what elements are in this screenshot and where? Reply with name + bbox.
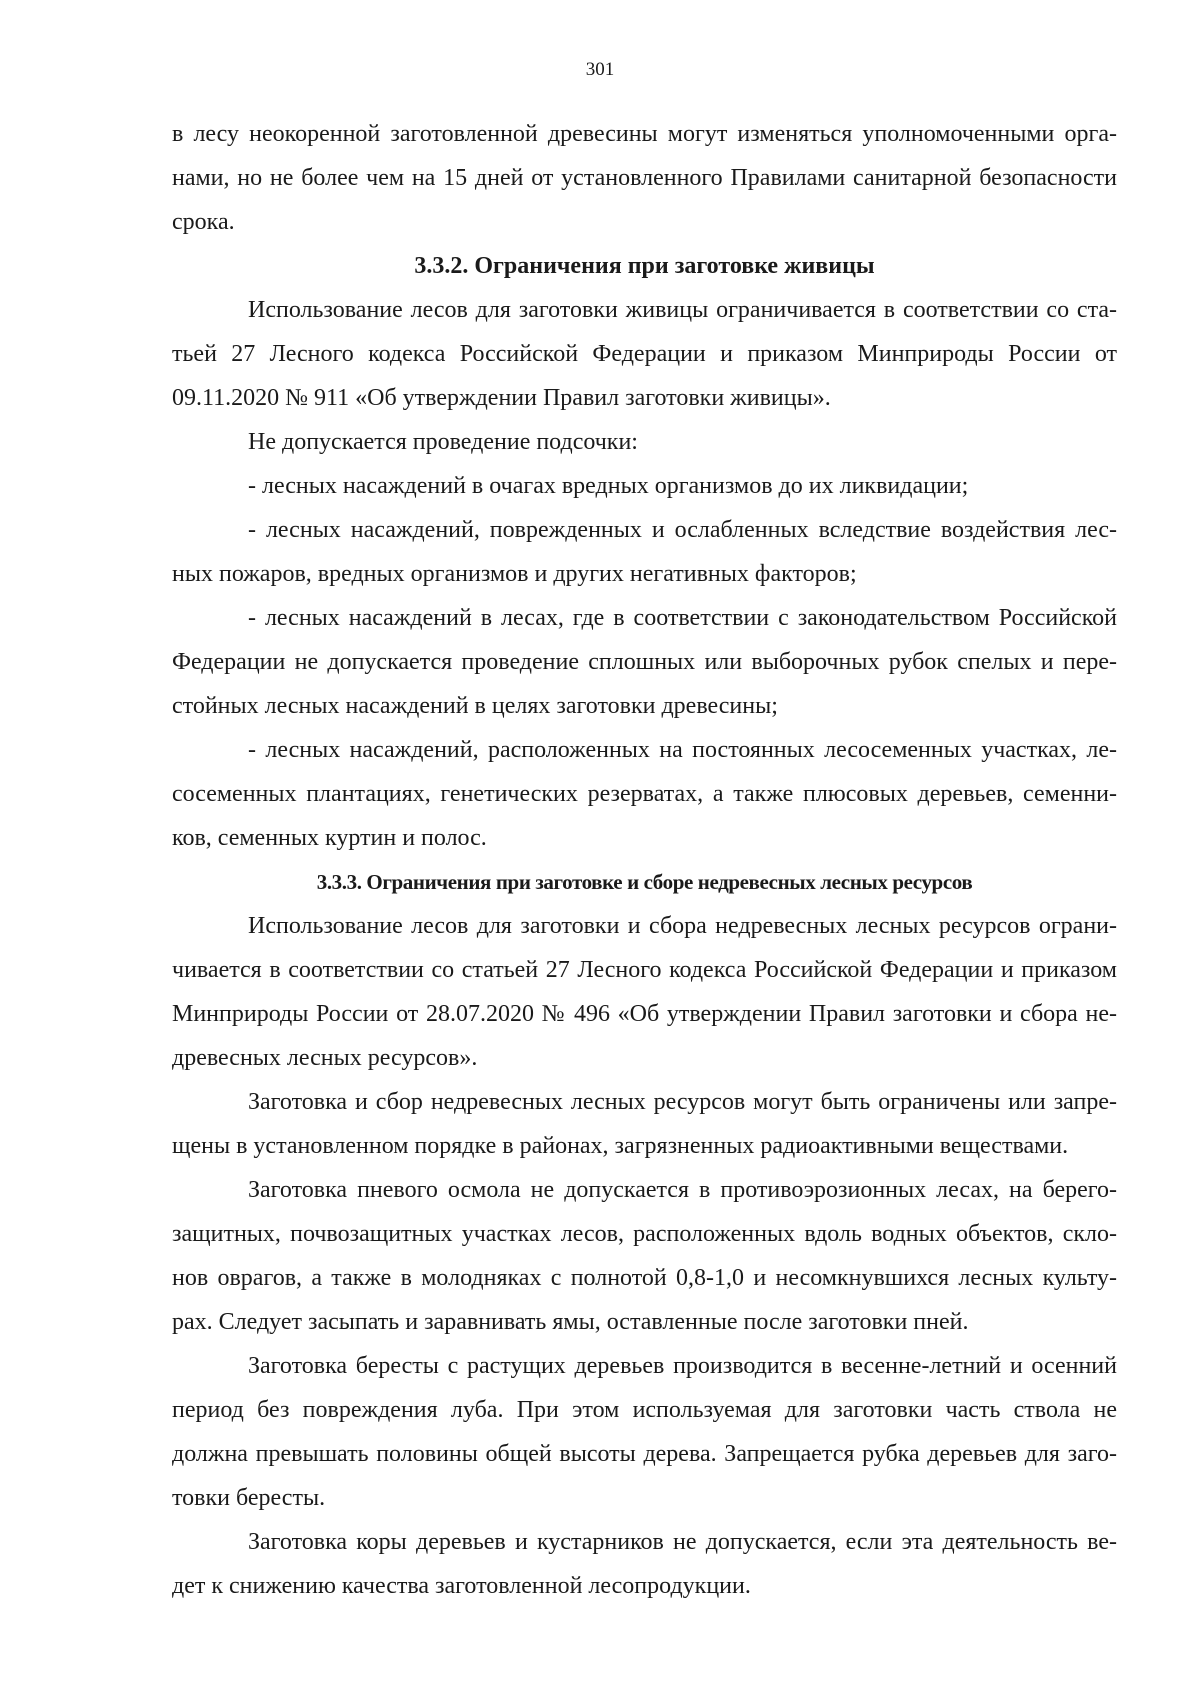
paragraph — [172, 1520, 1117, 1608]
paragraph — [172, 288, 1117, 420]
text-line: ков, семенных куртин и полос. — [172, 825, 487, 851]
text-line: тьей 27 Лесного кодекса Российской Федерации и приказом Минприроды России от — [172, 341, 1117, 367]
paragraph — [172, 1080, 1117, 1168]
text-line: нами, но не более чем на 15 дней от установленного Правилами санитарной безопасности — [172, 165, 1117, 191]
text-line: защитных, почвозащитных участках лесов, расположенных вдоль водных объектов, скло- — [172, 1221, 1117, 1247]
text-line: Заготовка коры деревьев и кустарников не допускается, если эта деятельность ве- — [248, 1529, 1117, 1555]
text-line: период без повреждения луба. При этом используемая для заготовки часть ствола не — [172, 1397, 1117, 1423]
text-line: ных пожаров, вредных организмов и других негативных факторов; — [172, 561, 857, 587]
section-heading: 3.3.2. Ограничения при заготовке живицы — [414, 253, 875, 279]
text-line: в лесу неокоренной заготовленной древесины могут изменяться уполномоченными орга- — [172, 121, 1117, 147]
paragraph — [172, 508, 1117, 596]
text-line: Не допускается проведение подсочки: — [248, 429, 638, 455]
text-line: нов оврагов, а также в молодняках с полнотой 0,8-1,0 и несомкнувшихся лесных культу- — [172, 1265, 1117, 1291]
text-line: - лесных насаждений в очагах вредных организмов до их ликвидации; — [248, 473, 969, 499]
text-line: Использование лесов для заготовки и сбора недревесных лесных ресурсов ограни- — [248, 913, 1117, 939]
text-line: щены в установленном порядке в районах, загрязненных радиоактивными веществами. — [172, 1133, 1069, 1159]
text-line: дет к снижению качества заготовленной лесопродукции. — [172, 1573, 751, 1599]
text-line: стойных лесных насаждений в целях заготовки древесины; — [172, 693, 778, 719]
paragraph — [172, 904, 1117, 1080]
text-line: чивается в соответствии со статьей 27 Лесного кодекса Российской Федерации и приказом — [172, 957, 1117, 983]
text-line: должна превышать половины общей высоты дерева. Запрещается рубка деревьев для заго- — [172, 1441, 1117, 1467]
paragraph — [172, 1344, 1117, 1520]
text-line: - лесных насаждений в лесах, где в соответствии с законодательством Российской — [248, 605, 1117, 631]
document-body — [172, 112, 1117, 1608]
text-line: древесных лесных ресурсов». — [172, 1045, 478, 1071]
paragraph — [172, 420, 1117, 464]
text-line: - лесных насаждений, поврежденных и ослабленных вследствие воздействия лес- — [248, 517, 1117, 543]
text-line: Федерации не допускается проведение сплошных или выборочных рубок спелых и пере- — [172, 649, 1117, 675]
paragraph — [172, 728, 1117, 860]
text-line: Минприроды России от 28.07.2020 № 496 «Об утверждении Правил заготовки и сбора не- — [172, 1001, 1117, 1027]
text-line: 09.11.2020 № 911 «Об утверждении Правил заготовки живицы». — [172, 385, 831, 411]
section-heading: 3.3.3. Ограничения при заготовке и сборе недревесных лесных ресурсов — [316, 870, 973, 894]
paragraph — [172, 464, 1117, 508]
text-line: Использование лесов для заготовки живицы ограничивается в соответствии со ста- — [248, 297, 1117, 323]
text-line: - лесных насаждений, расположенных на постоянных лесосеменных участках, ле- — [248, 737, 1117, 763]
paragraph — [172, 596, 1117, 728]
text-line: рах. Следует засыпать и заравнивать ямы, оставленные после заготовки пней. — [172, 1309, 969, 1335]
page-number: 301 — [585, 59, 615, 80]
text-line: срока. — [172, 209, 235, 235]
paragraph — [172, 1168, 1117, 1344]
text-line: Заготовка и сбор недревесных лесных ресурсов могут быть ограничены или запре- — [248, 1089, 1117, 1115]
text-line: Заготовка бересты с растущих деревьев производится в весенне-летний и осенний — [248, 1353, 1117, 1379]
text-line: товки бересты. — [172, 1485, 326, 1511]
text-line: Заготовка пневого осмола не допускается в противоэрозионных лесах, на берего- — [248, 1177, 1117, 1203]
paragraph — [172, 112, 1117, 244]
text-line: сосеменных плантациях, генетических резерватах, а также плюсовых деревьев, семенни- — [172, 781, 1117, 807]
